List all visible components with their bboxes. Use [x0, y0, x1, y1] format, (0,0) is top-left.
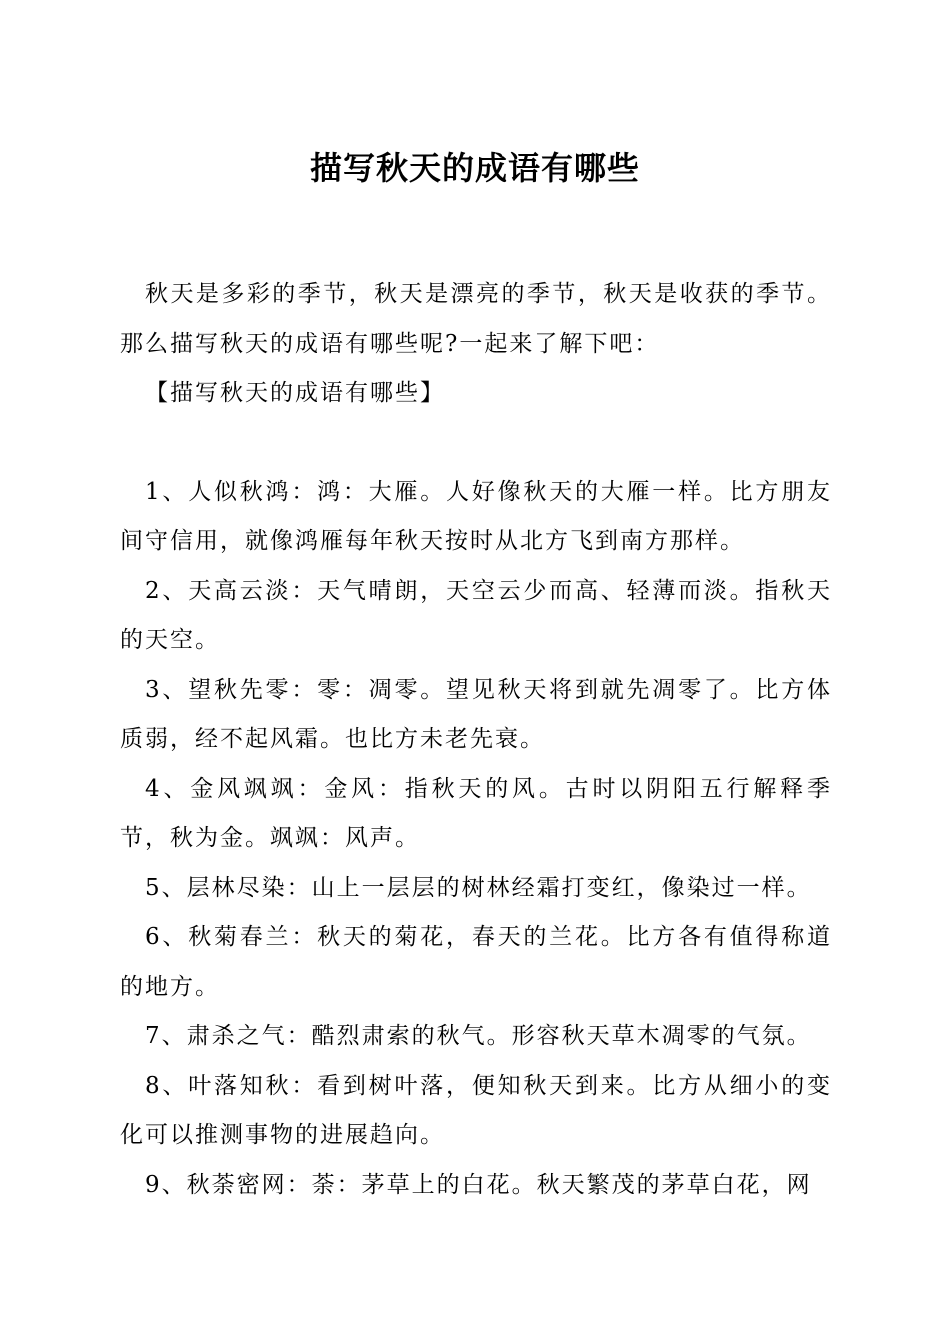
page-title: 描写秋天的成语有哪些 — [309, 149, 640, 187]
section-heading: 【描写秋天的成语有哪些】 — [145, 380, 445, 406]
idiom-item-7: 7、肃杀之气：酷烈肃索的秋气。形容秋天草木凋零的气氛。 — [145, 1023, 812, 1049]
blank-line — [120, 419, 832, 468]
idiom-item-6: 6、秋菊春兰：秋天的菊花，春天的兰花。比方各有值得称道的地方。 — [120, 924, 832, 1000]
idiom-item-1: 1、人似秋鸿：鸿：大雁。人好像秋天的大雁一样。比方朋友间守信用，就像鸿雁每年秋天按时从北方飞到南方那样。 — [120, 478, 832, 554]
document-body — [120, 270, 832, 1210]
idiom-item-4: 4、金风飒飒：金风：指秋天的风。古时以阴阳五行解释季节，秋为金。飒飒：风声。 — [120, 775, 832, 851]
idiom-item-8: 8、叶落知秋：看到树叶落，便知秋天到来。比方从细小的变化可以推测事物的进展趋向。 — [120, 1072, 832, 1148]
idiom-item-5: 5、层林尽染：山上一层层的树林经霜打变红，像染过一样。 — [145, 874, 812, 901]
idiom-item-2: 2、天高云淡：天气晴朗，天空云少而高、轻薄而淡。指秋天的天空。 — [120, 577, 832, 653]
idiom-item-3: 3、望秋先零：零：凋零。望见秋天将到就先凋零了。比方体质弱，经不起风霜。也比方未老先衰。 — [120, 676, 832, 752]
intro-paragraph: 秋天是多彩的季节，秋天是漂亮的季节，秋天是收获的季节。那么描写秋天的成语有哪些呢?一起来了解下吧： — [120, 281, 832, 357]
idiom-item-9: 9、秋荼密网：荼：茅草上的白花。秋天繁茂的茅草白花，网 — [145, 1171, 812, 1198]
